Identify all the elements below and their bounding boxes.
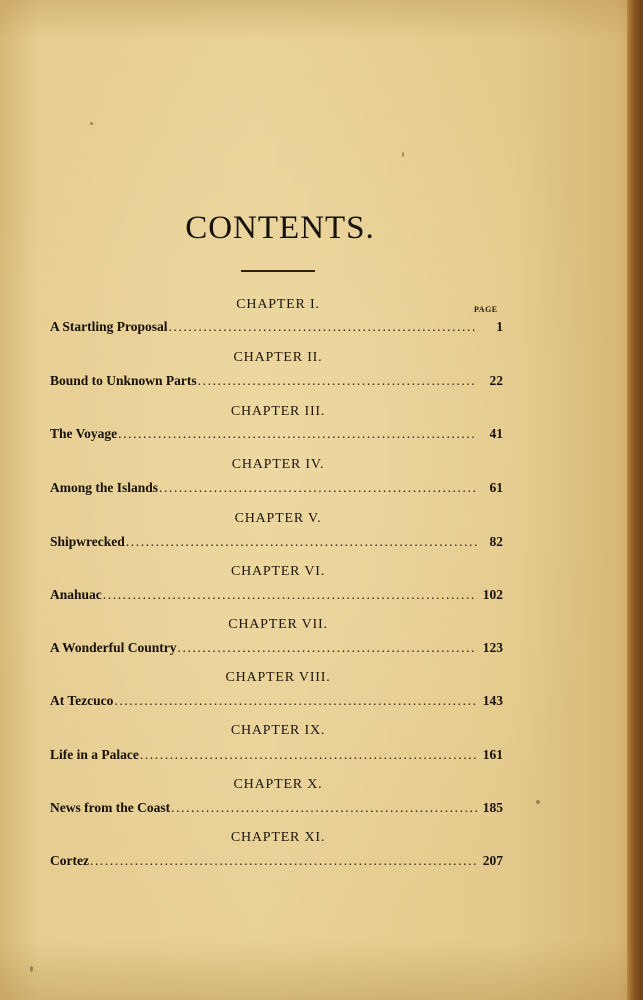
chapter-page-number: 185 (482, 800, 503, 815)
chapter-heading: CHAPTER V. (234, 511, 322, 526)
dot-leader (178, 640, 477, 656)
toc-entry (50, 747, 503, 763)
dot-leader (198, 373, 477, 389)
dot-leader (169, 319, 477, 335)
chapter-page-number: 207 (482, 853, 503, 868)
dot-leader (118, 426, 477, 442)
chapter-heading: CHAPTER XI. (230, 830, 326, 845)
toc-entry (50, 640, 503, 656)
chapter-page-number: 123 (482, 640, 503, 655)
page-column-label: PAGE (474, 305, 498, 314)
chapter-page-number: 61 (489, 480, 503, 495)
chapter-heading: CHAPTER VIII. (225, 670, 331, 685)
chapter-heading: CHAPTER IX. (230, 723, 326, 738)
dot-leader (159, 480, 477, 496)
chapter-page-number: 102 (482, 587, 503, 602)
toc-entry (50, 800, 503, 816)
chapter-title: Cortez (50, 853, 89, 868)
dot-leader (114, 693, 477, 709)
toc-entry (50, 534, 503, 550)
chapter-heading: CHAPTER III. (230, 404, 326, 419)
dot-leader (140, 747, 477, 763)
dot-leader (90, 853, 477, 869)
toc-entry (50, 587, 503, 603)
chapter-title: News from the Coast (50, 800, 171, 815)
chapter-page-number: 41 (489, 426, 503, 441)
toc-entry (50, 373, 503, 389)
page-title: CONTENTS. (185, 210, 375, 246)
toc-entry (50, 480, 503, 496)
dot-leader (171, 800, 477, 816)
chapter-heading: CHAPTER VI. (230, 564, 326, 579)
toc-entry (50, 426, 503, 442)
chapter-title: A Wonderful Country (50, 640, 177, 655)
chapter-title: A Startling Proposal (50, 319, 168, 334)
chapter-page-number: 1 (496, 319, 503, 334)
chapter-page-number: 161 (482, 747, 503, 762)
chapter-heading: CHAPTER IV. (231, 457, 325, 472)
chapter-heading: CHAPTER X. (233, 777, 323, 792)
toc-entry (50, 693, 503, 709)
chapter-page-number: 22 (489, 373, 503, 388)
chapter-heading: CHAPTER I. (236, 297, 320, 312)
chapter-title: Bound to Unknown Parts (50, 373, 197, 388)
toc-entry (50, 853, 503, 869)
chapter-title: Anahuac (50, 587, 102, 602)
chapter-page-number: 82 (489, 534, 503, 549)
chapter-title: Life in a Palace (50, 747, 139, 762)
dot-leader (126, 534, 477, 550)
dot-leader (103, 587, 477, 603)
chapter-heading: CHAPTER II. (233, 350, 323, 365)
chapter-heading: CHAPTER VII. (228, 617, 328, 632)
chapter-title: At Tezcuco (50, 693, 114, 708)
chapter-page-number: 143 (482, 693, 503, 708)
chapter-title: The Voyage (50, 426, 118, 441)
chapter-title: Among the Islands (50, 480, 159, 495)
chapter-title: Shipwrecked (50, 534, 125, 549)
toc-entry (50, 319, 503, 335)
